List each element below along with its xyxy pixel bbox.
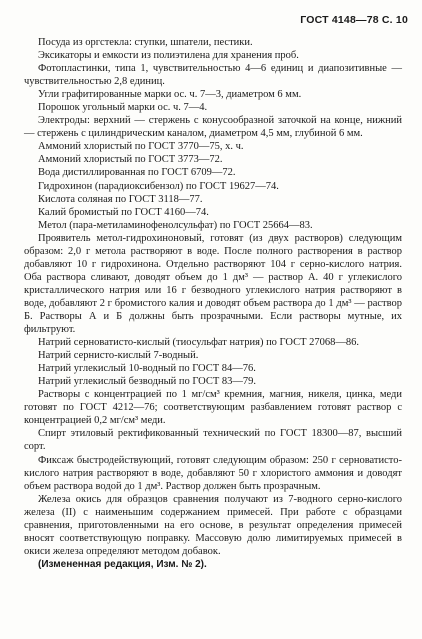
paragraph-reagent-metol: Метол (пара-метиламинофенолсульфат) по ГОСТ 25664—83.	[38, 219, 313, 231]
paragraph-electrodes: Электроды: верхний — стержень с конусообразной заточкой на конце, нижний — стержень с цилиндрическим каналом, диаметром 4,5 мм, глубиной 6 мм.	[24, 115, 402, 140]
paragraph-reagent-ammonium-1: Аммоний хлористый по ГОСТ 3770—75, х. ч.	[38, 141, 244, 153]
paragraph-reagent-sodium-sulfite: Натрий сернисто-кислый 7-водный.	[38, 350, 199, 362]
paragraph-carbon-powder: Порошок угольный марки ос. ч. 7—4.	[38, 102, 208, 114]
paragraph-equipment-utensils: Посуда из оргстекла: ступки, шпатели, пестики.	[38, 37, 253, 48]
paragraph-reagent-sodium-thiosulfate: Натрий серноватисто-кислый (тиосульфат натрия) по ГОСТ 27068—86.	[38, 337, 359, 349]
paragraph-standard-solutions: Растворы с концентрацией по 1 мг/см³ кремния, магния, никеля, цинка, меди готовят по ГОСТ 4212—76; соответствующим разбавлением готовят раствор с концентрацией 0,2 мг/см³ меди.	[24, 389, 402, 427]
paragraph-reagent-ammonium-2: Аммоний хлористый по ГОСТ 3773—72.	[38, 154, 223, 166]
page-header: ГОСТ 4148—78 С. 10	[300, 14, 408, 26]
paragraph-fixer-preparation: Фиксаж быстродействующий, готовят следующим образом: 250 г серноватисто-кислого натрия растворяют в воде, добавляют 50 г хлористого аммония и доводят объем раствора водой до 1 дм³. Раствор должен быть прозрачным.	[24, 454, 402, 492]
paragraph-developer-preparation: Проявитель метол-гидрохиноновый, готовят (из двух растворов) следующим образом: 2,0 г метола растворяют в воде. После полного растворения в раствор добавляют 10 г гидрохинона. Отдельно растворяют 104 г серно-кислого натрия. Оба раствора сливают, доводят объем до 1 дм³ — раствор А. 40 г углекислого кристаллического натрия или 16 г безводного углекислого натрия растворяют в воде, добавляют 2 г бромистого калия и доводят объем раствора до 1 дм³ — раствор Б. Растворы А и Б должны быть прозрачными. Если растворы мутные, их фильтруют.	[24, 232, 402, 336]
paragraph-reagent-ethanol: Спирт этиловый ректификованный технический по ГОСТ 18300—87, высший сорт.	[24, 428, 402, 453]
paragraph-reagent-hydrochloric-acid: Кислота соляная по ГОСТ 3118—77.	[38, 193, 203, 205]
document-body	[24, 36, 402, 571]
paragraph-reagent-sodium-carbonate-anhydrous: Натрий углекислый безводный по ГОСТ 83—79.	[38, 376, 257, 388]
amendment-note: (Измененная редакция, Изм. № 2).	[38, 558, 207, 570]
paragraph-desiccators: Эксикаторы и емкости из полиэтилена для хранения проб.	[38, 50, 299, 62]
paragraph-reagent-sodium-carbonate-10: Натрий углекислый 10-водный по ГОСТ 84—76.	[38, 363, 256, 375]
paragraph-reagent-water: Вода дистиллированная по ГОСТ 6709—72.	[38, 167, 236, 179]
paragraph-reagent-hydroquinone: Гидрохинон (парадиоксибензол) по ГОСТ 19627—74.	[38, 180, 279, 192]
paragraph-photoplates: Фотопластинки, типа 1, чувствительностью 4—6 единиц и диапозитивные — чувствительностью 2,8 единиц.	[24, 63, 402, 88]
paragraph-graphite-carbons: Угли графитированные марки ос. ч. 7—3, диаметром 6 мм.	[38, 89, 302, 101]
paragraph-iron-oxide-reference: Железа окись для образцов сравнения получают из 7-водного серно-кислого железа (II) с наименьшим содержанием примесей. При работе с образцами сравнения, приготовленными на его основе, в результат определения примесей вносят соответствующую поправку. Массовую долю лимитируемых примесей в окиси железа определяют методом добавок.	[24, 493, 402, 557]
paragraph-reagent-potassium-bromide: Калий бромистый по ГОСТ 4160—74.	[38, 206, 209, 218]
